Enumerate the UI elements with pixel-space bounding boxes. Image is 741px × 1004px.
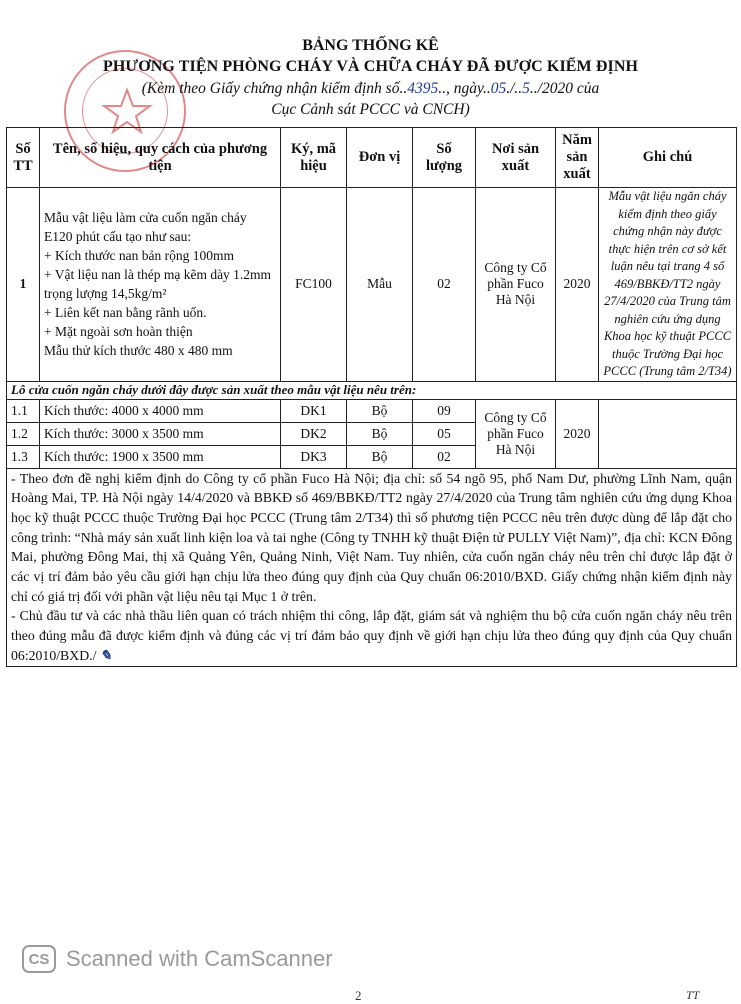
camscanner-watermark <box>22 944 333 974</box>
cert-number: 4395 <box>407 80 439 97</box>
header-code: Ký, mã hiệu <box>281 128 347 188</box>
header-year: Năm sản xuất <box>556 128 599 188</box>
header-note: Ghi chú <box>599 128 737 188</box>
cert-month: 5 <box>522 80 530 97</box>
doc-subtitle: PHƯƠNG TIỆN PHÒNG CHÁY VÀ CHỮA CHÁY ĐÃ ĐƯỢC KIỂM ĐỊNH <box>102 58 639 75</box>
header-name: Tên, số hiệu, quy cách của phương tiện <box>40 128 281 188</box>
page-number: 2 <box>355 988 362 1003</box>
row1-stt: 1 <box>7 188 40 382</box>
sub-row-code: DK2 <box>281 422 347 445</box>
row1-maker: Công ty Cổ phần Fuco Hà Nội <box>476 188 556 382</box>
sub-row-stt: 1.3 <box>7 445 40 468</box>
row1-year: 2020 <box>556 188 599 382</box>
sub-row-qty: 02 <box>413 445 476 468</box>
row1-qty: 02 <box>413 188 476 382</box>
footnote-2: - Chủ đầu tư và các nhà thầu liên quan có trách nhiệm thi công, lắp đặt, giám sát và nghiệm thu bộ cửa cuốn ngăn cháy nêu trên theo đúng mẫu đã được kiểm định và đúng các vị trí đảm bảo quy định về giới hạn chịu lửa theo đúng quy định của Quy chuẩn 06:2010/BXD./ ✎ <box>11 608 732 663</box>
inspection-table <box>6 127 737 667</box>
header-maker: Nơi sản xuất <box>476 128 556 188</box>
cert-day: 05 <box>490 80 507 97</box>
header-qty: Số lượng <box>413 128 476 188</box>
sub-row-stt: 1.2 <box>7 422 40 445</box>
sub-rows-maker: Công ty Cổ phần Fuco Hà Nội <box>476 399 556 468</box>
watermark-text: Scanned with CamScanner <box>66 946 333 971</box>
sub-row-desc: Kích thước: 1900 x 3500 mm <box>40 445 281 468</box>
sub-rows-year: 2020 <box>556 399 599 468</box>
group-heading: Lô cửa cuốn ngăn cháy dưới đây được sản xuất theo mẫu vật liệu nêu trên: <box>7 381 737 399</box>
table-row-1 <box>7 188 737 382</box>
doc-title: BẢNG THỐNG KÊ <box>302 37 439 54</box>
camscanner-logo-icon: CS <box>22 945 56 973</box>
signature-mark: ✎ <box>99 647 112 663</box>
footnotes-row <box>7 468 737 666</box>
sub-row-unit: Bộ <box>347 399 413 422</box>
corner-mark: TT <box>686 988 700 1002</box>
sub-row-desc: Kích thước: 3000 x 3500 mm <box>40 422 281 445</box>
header-stt: Số TT <box>7 128 40 188</box>
row1-code: FC100 <box>281 188 347 382</box>
row1-note: Mẫu vật liệu ngăn cháy kiểm định theo giấy chứng nhận này được thực hiện trên cơ sở kết luận nêu tại trang 4 số 469/BBKĐ/TT2 ngày 27/4/2020 của Trung tâm nghiên cứu ứng dụng Khoa học kỹ thuật PCCC thuộc Trường Đại học PCCC (Trung tâm 2/T34) <box>599 188 737 382</box>
doc-issuer-line: Cục Cảnh sát PCCC và CNCH) <box>271 101 470 118</box>
table-header-row <box>7 128 737 188</box>
sub-row-unit: Bộ <box>347 422 413 445</box>
sub-rows-note <box>599 399 737 468</box>
header-unit: Đơn vị <box>347 128 413 188</box>
footnote-1: - Theo đơn đề nghị kiểm định do Công ty cổ phần Fuco Hà Nội; địa chỉ: số 54 ngõ 95, phố Nam Dư, phường Lĩnh Nam, quận Hoàng Mai, TP. Hà Nội ngày 14/4/2020 và BBKĐ số 469/BBKĐ/TT2 ngày 27/4/2020 của Trung tâm nghiên cứu ứng dụng Khoa học kỹ thuật PCCC thuộc Trường Đại học PCCC (Trung tâm 2/T34) thì số phương tiện PCCC nêu trên được dùng để lắp đặt cho công trình: “Nhà máy sản xuất linh kiện loa và tai nghe (Công ty TNHH kỹ thuật Điện tử PULLY Việt Nam)”, địa chỉ: KCN Đông Mai, phường Đông Mai, thị xã Quảng Yên, Quảng Ninh, Việt Nam. Tuy nhiên, cửa cuốn ngăn cháy nêu trên chỉ được lắp đặt ở các vị trí đảm bảo yêu cầu giới hạn chịu lửa theo đúng quy định của Quy chuẩn 06:2010/BXD. Giấy chứng nhận kiểm định này chỉ có giá trị đối với phần vật liệu nêu tại Mục 1 ở trên. <box>11 470 732 604</box>
sub-row-stt: 1.1 <box>7 399 40 422</box>
sub-row-code: DK3 <box>281 445 347 468</box>
row1-description: Mẫu vật liệu làm cửa cuốn ngăn cháy E120 phút cấu tạo như sau: + Kích thước nan bản rộng 100mm + Vật liệu nan là thép mạ kẽm dày 1.2mm trọng lượng 14,5kg/m² + Liên kết nan bằng rãnh uốn. + Mặt ngoài sơn hoàn thiện Mẫu thử kích thước 480 x 480 mm <box>40 188 281 382</box>
sub-row-qty: 05 <box>413 422 476 445</box>
row1-unit: Mẫu <box>347 188 413 382</box>
sub-row-desc: Kích thước: 4000 x 4000 mm <box>40 399 281 422</box>
table-row-1-1 <box>7 399 737 422</box>
document-header <box>0 36 741 120</box>
footnotes <box>7 468 737 666</box>
doc-reference-line: (Kèm theo Giấy chứng nhận kiểm định số..4395.., ngày..05./..5../2020 của <box>141 80 600 97</box>
sub-row-unit: Bộ <box>347 445 413 468</box>
sub-row-qty: 09 <box>413 399 476 422</box>
group-heading-row <box>7 381 737 399</box>
sub-row-code: DK1 <box>281 399 347 422</box>
